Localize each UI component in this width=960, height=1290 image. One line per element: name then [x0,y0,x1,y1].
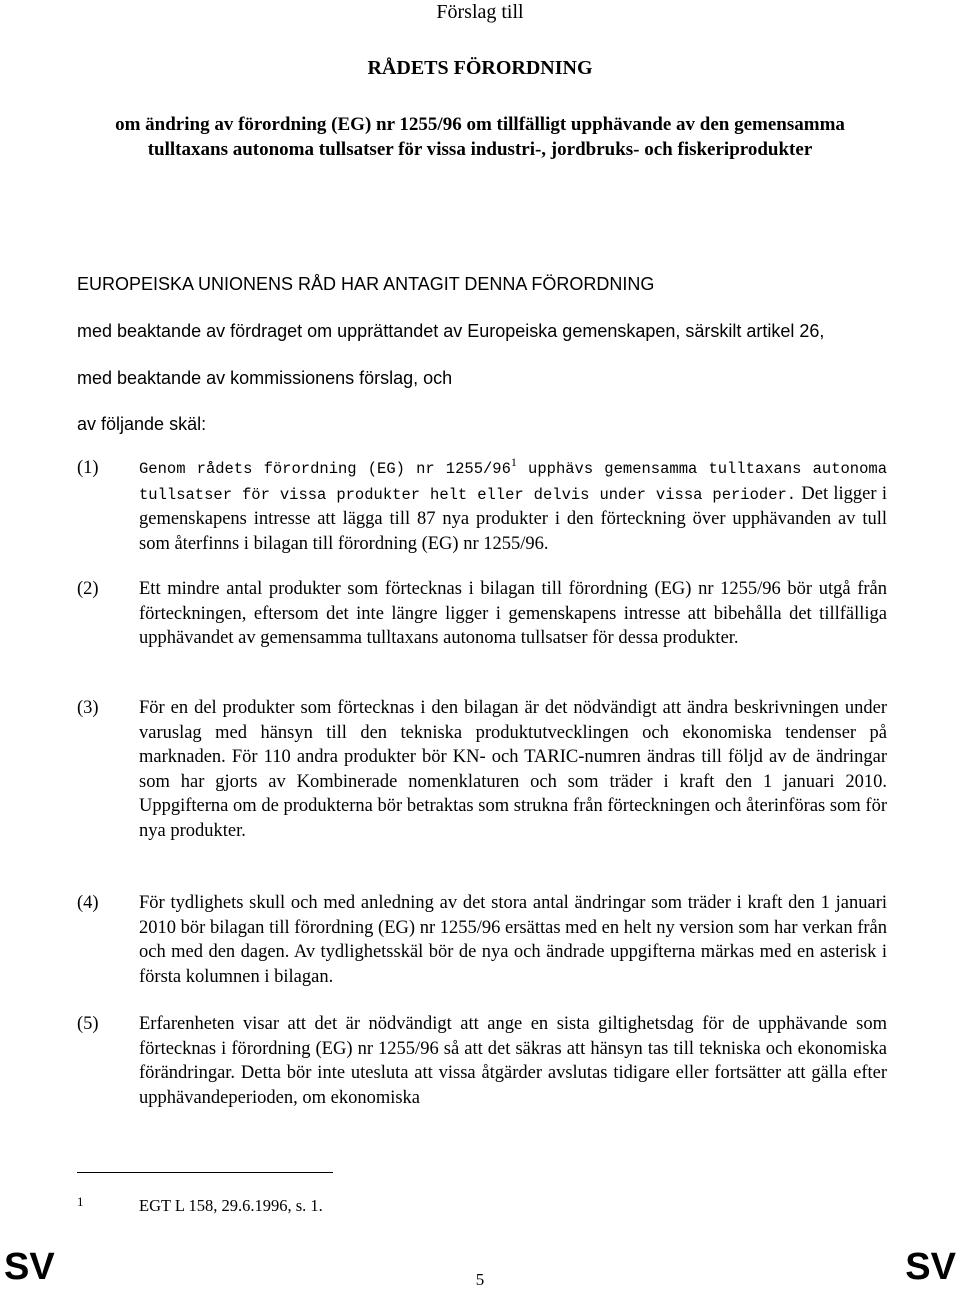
page-number: 5 [475,1270,485,1289]
citation-proposal: med beaktande av kommissionens förslag, och [77,368,453,388]
recital-text: För tydlighets skull och med anledning av det stora antal ändringar som träder i kraft den 1 januari 2010 bör bilagan till förordning (EG) nr 1255/96 ersättas med en helt ny version som har verkan från och med den dagen. Av tydlighetsskäl bör de nya och ändrade uppgifterna märkas med en asterisk i första kolumnen i bilagan. [139,893,887,987]
recital-text-part: Det ligger i gemenskapens intresse att lägga till 87 nya produkter i den förteckning över upphävanden av tull som återfinns i bilagan till förordning (EG) nr 1255/96. [139,483,887,554]
recital-number: (3) [77,698,99,718]
recital-text: För en del produkter som förtecknas i den bilagan är det nödvändigt att ändra beskrivningen under varuslag med hänsyn till den tekniska produktutvecklingen och ekonomiska tendenser på marknaden. För 110 andra produkter bör KN- och TARIC-numren ändras till följd av de ändringar som har gjorts av Kombinerade nomenklaturen och som träder i kraft den 1 januari 2010. Uppgifterna om de produkterna bör betraktas som strukna från förteckningen och återinföras som för nya produkter. [139,698,887,841]
recital-text [139,456,887,556]
recital-text-part: Genom rådets förordning (EG) nr 1255/96 [139,460,511,478]
document-kicker: Förslag till [436,1,524,23]
recital-text-part: upphävs gemensamma tulltaxans autonoma tullsatser för vissa produkter helt eller delvis under vissa perioder. [139,460,888,504]
whereas-intro: av följande skäl: [77,414,207,434]
recital-text: Erfarenheten visar att det är nödvändigt att ange en sista giltighetsdag för de upphävande som förtecknas i förordning (EG) nr 1255/96 så att det säkras att hänsyn tas till tekniska och ekonomiska förändringar. Detta bör inte utesluta att vissa åtgärder avslutas tidigare eller fortsätter att gälla efter upphävandeperioden, om ekonomiska [139,1014,887,1108]
recital-text: Ett mindre antal produkter som förtecknas i bilagan till förordning (EG) nr 1255/96 bör utgå från förteckningen, eftersom det inte längre ligger i gemenskapens intresse att bibehålla det tillfälliga upphävandet av gemensamma tulltaxans autonoma tullsatser för dessa produkter. [139,579,887,648]
footnote-text: EGT L 158, 29.6.1996, s. 1. [139,1196,323,1215]
footnote-separator [77,1172,333,1173]
document-title: RÅDETS FÖRORDNING [367,57,593,79]
recital-number: (1) [77,458,99,478]
citation-treaty: med beaktande av fördraget om upprättandet av Europeiska gemenskapen, särskilt artikel 26, [77,321,825,341]
language-code-right: SV [905,1246,956,1288]
footnote-reference[interactable]: 1 [510,454,517,469]
recital-number: (2) [77,579,99,599]
enacting-formula: EUROPEISKA UNIONENS RÅD HAR ANTAGIT DENNA FÖRORDNING [77,274,655,294]
recital-number: (4) [77,893,99,913]
recital-number: (5) [77,1014,99,1034]
language-code-left: SV [4,1246,55,1288]
footnote-marker: 1 [77,1194,84,1209]
document-subtitle: om ändring av förordning (EG) nr 1255/96 om tillfälligt upphävande av den gemensamma tulltaxans autonoma tullsatser för vissa industri-, jordbruks- och fiskeriprodukter [115,114,845,160]
